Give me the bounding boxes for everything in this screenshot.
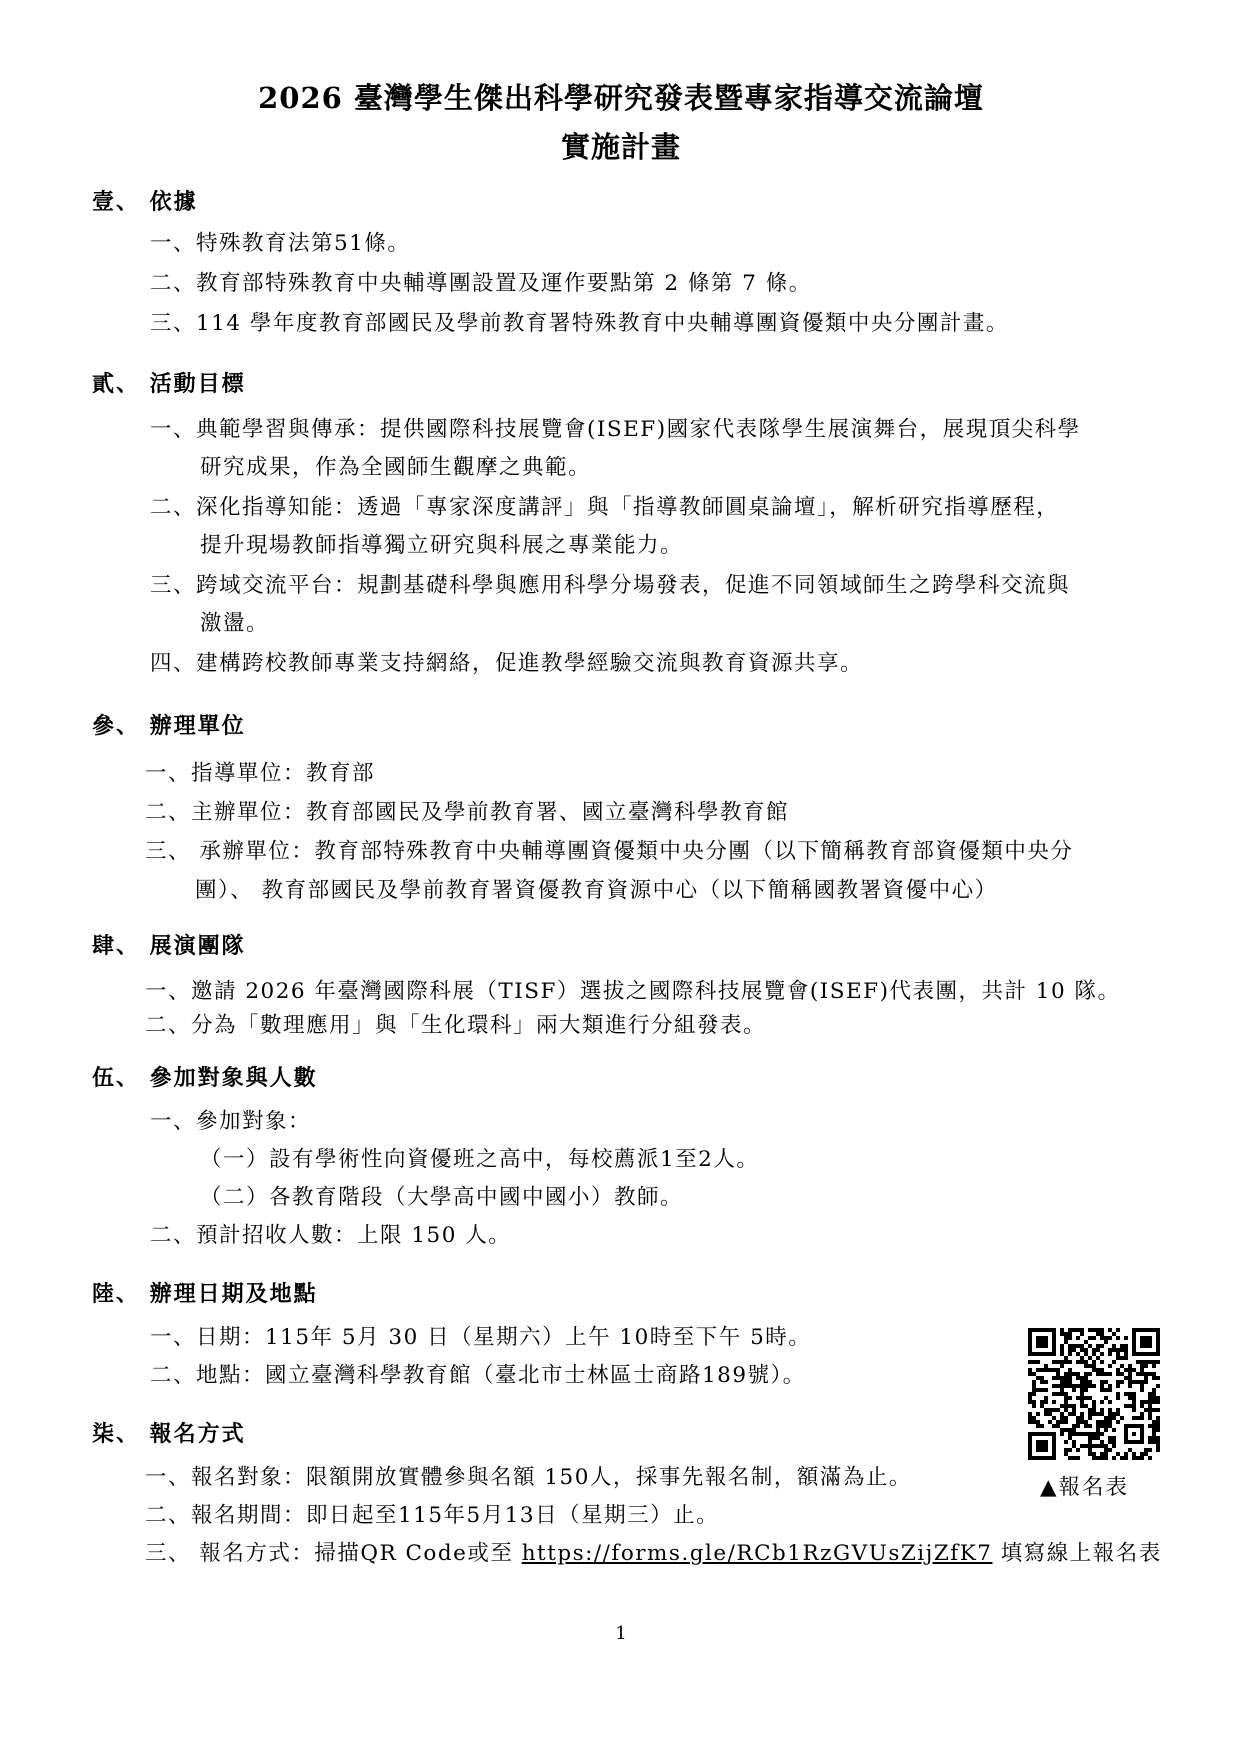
list-item-text: 三、 報名方式：掃描QR Code或至 [145,1541,522,1566]
list-item: 三、 承辦單位：教育部特殊教育中央輔導團資優類中央分團（以下簡稱教育部資優類中央分 [145,839,1074,864]
list-item: 二、報名期間：即日起至115年5月13日（星期三）止。 [145,1503,720,1528]
list-item-continuation: 研究成果，作為全國師生觀摩之典範。 [200,455,592,480]
list-item: 一、報名對象：限額開放實體參與名額 150人，採事先報名制，額滿為止。 [145,1465,912,1490]
list-item: 二、預計招收人數：上限 150 人。 [150,1223,512,1248]
list-item: 二、深化指導知能：透過「專家深度講評」與「指導教師圓桌論壇」，解析研究指導歷程， [150,495,1060,520]
list-item-continuation: 激盪。 [200,611,270,636]
list-item: 三、跨域交流平台：規劃基礎科學與應用科學分場發表，促進不同領域師生之跨學科交流與 [150,573,1071,598]
list-item-suffix: 填寫線上報名表 [992,1541,1162,1566]
registration-method-line [145,1538,1162,1570]
qr-caption: ▲報名表 [1040,1475,1130,1500]
section-heading-registration: 柒、 報名方式 [92,1421,246,1447]
list-item: 二、分為「數理應用」與「生化環科」兩大類進行分組發表。 [145,1013,767,1038]
list-item: 一、參加對象： [150,1109,312,1134]
list-item: 一、特殊教育法第51條。 [150,231,411,256]
list-item-continuation: 團）、 教育部國民及學前教育署資優教育資源中心（以下簡稱國教署資優中心） [195,878,998,903]
list-item: 二、地點：國立臺灣科學教育館（臺北市士林區士商路189號）。 [150,1363,806,1388]
section-heading-goals: 貳、 活動目標 [92,371,246,397]
section-heading-date-venue: 陸、 辦理日期及地點 [92,1281,318,1307]
list-sub-item: （一）設有學術性向資優班之高中，每校薦派1至2人。 [200,1147,760,1172]
section-heading-teams: 肆、 展演團隊 [92,933,246,959]
list-item: 一、指導單位：教育部 [145,761,376,786]
document-title: 2026 臺灣學生傑出科學研究發表暨專家指導交流論壇 [258,81,984,115]
list-item: 三、114 學年度教育部國民及學前教育署特殊教育中央輔導團資優類中央分團計畫。 [150,311,1009,336]
list-item: 四、建構跨校教師專業支持網絡，促進教學經驗交流與教育資源共享。 [150,651,864,676]
list-sub-item: （二）各教育階段（大學高中國中國小）教師。 [200,1185,684,1210]
list-item-continuation: 提升現場教師指導獨立研究與科展之專業能力。 [200,533,684,558]
qr-code-image [1028,1328,1160,1460]
list-item: 二、主辦單位：教育部國民及學前教育署、國立臺灣科學教育館 [145,800,790,825]
section-heading-basis: 壹、 依據 [92,189,198,215]
registration-form-link[interactable]: https://forms.gle/RCb1RzGVUsZijZfK7 [521,1541,993,1566]
document-subtitle: 實施計畫 [560,130,681,164]
list-item: 二、教育部特殊教育中央輔導團設置及運作要點第 2 條第 7 條。 [150,271,812,296]
section-heading-participants: 伍、 參加對象與人數 [92,1065,318,1091]
section-heading-organizers: 參、 辦理單位 [92,713,246,739]
list-item: 一、日期：115年 5月 30 日（星期六）上午 10時至下午 5時。 [150,1325,812,1350]
list-item: 一、邀請 2026 年臺灣國際科展（TISF）選拔之國際科技展覽會(ISEF)代表團，共計 10 隊。 [145,979,1121,1004]
list-item: 一、典範學習與傳承：提供國際科技展覽會(ISEF)國家代表隊學生展演舞台，展現頂尖科學 [150,417,1081,442]
page-number: 1 [615,1623,627,1644]
